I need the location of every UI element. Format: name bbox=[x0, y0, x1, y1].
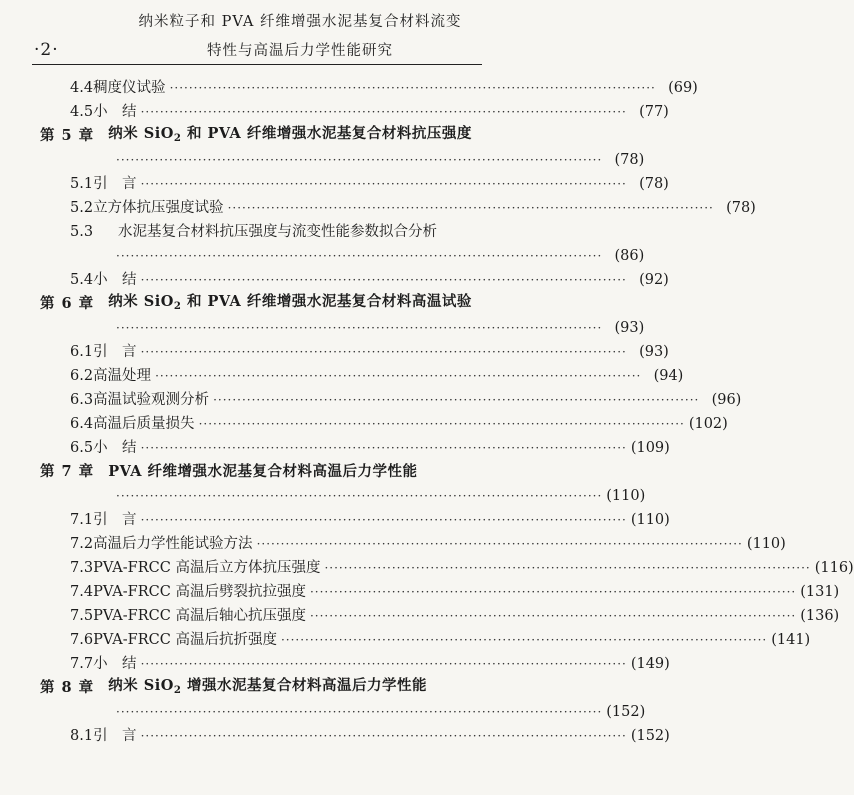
chapter-title: PVA 纤维增强水泥基复合材料高温后力学性能 bbox=[108, 463, 418, 480]
page-ref: (96) bbox=[711, 392, 742, 408]
section-number: 7.3 bbox=[70, 560, 94, 576]
section-number: 7.2 bbox=[70, 536, 94, 552]
section-number: 7.4 bbox=[70, 584, 94, 600]
chapter-number: 第 8 章 bbox=[40, 679, 95, 696]
section-title: 小 结 bbox=[93, 440, 137, 456]
chapter-title: 纳米 SiO$_2$ 和 PVA 纤维增强水泥基复合材料高温试验 bbox=[108, 293, 472, 312]
section-title: 稠度仪试验 bbox=[93, 80, 166, 96]
section-number: 6.5 bbox=[70, 440, 94, 456]
chapter-page-line[interactable] bbox=[112, 700, 646, 724]
section-title: 引 言 bbox=[93, 344, 137, 360]
leader-dots: ····································································································· bbox=[256, 537, 743, 551]
chapter-heading[interactable] bbox=[40, 124, 478, 148]
leader-dots: ····································································································· bbox=[324, 561, 811, 575]
section-title: PVA-FRCC 高温后抗折强度 bbox=[93, 632, 277, 648]
leader-dots: ····································································································· bbox=[116, 705, 603, 719]
section-title: 高温处理 bbox=[93, 368, 152, 384]
leader-dots: ····································································································· bbox=[309, 609, 797, 623]
section-title: 水泥基复合材料抗压强度与流变性能参数拟合分析 bbox=[118, 224, 437, 240]
section-title: 立方体抗压强度试验 bbox=[93, 200, 224, 216]
section-number: 7.5 bbox=[70, 608, 94, 624]
page-ref: (152) bbox=[606, 704, 646, 720]
page-ref: (77) bbox=[639, 104, 669, 120]
section-number: 4.4 bbox=[70, 80, 94, 96]
section-number: 5.4 bbox=[70, 272, 94, 288]
toc-entry[interactable] bbox=[70, 412, 728, 436]
section-number: 8.1 bbox=[70, 728, 94, 744]
chapter-title: 纳米 SiO$_2$ 增强水泥基复合材料高温后力学性能 bbox=[108, 677, 427, 696]
toc-entry[interactable] bbox=[70, 556, 854, 580]
toc-entry[interactable] bbox=[70, 508, 670, 532]
page-ref: (94) bbox=[653, 368, 684, 384]
section-number: 7.1 bbox=[70, 512, 94, 528]
section-title: 高温后力学性能试验方法 bbox=[93, 536, 253, 552]
leader-dots: ····································································································· bbox=[116, 153, 603, 167]
leader-dots: ····································································································· bbox=[140, 513, 627, 527]
chapter-number: 第 5 章 bbox=[40, 127, 95, 144]
toc-entry[interactable] bbox=[70, 76, 698, 100]
section-number: 5.3 bbox=[70, 224, 94, 240]
section-number: 6.4 bbox=[70, 416, 94, 432]
header-rule bbox=[32, 64, 482, 65]
section-title: 小 结 bbox=[93, 272, 137, 288]
toc-entry[interactable] bbox=[70, 220, 478, 244]
section-title: 小 结 bbox=[93, 104, 137, 120]
leader-dots: ····································································································· bbox=[213, 393, 700, 407]
leader-dots: ····································································································· bbox=[140, 177, 627, 191]
leader-dots: ····································································································· bbox=[155, 369, 642, 383]
chapter-page-line[interactable] bbox=[112, 148, 645, 172]
chapter-page-line[interactable] bbox=[112, 484, 646, 508]
toc-entry[interactable] bbox=[70, 340, 669, 364]
toc-entry[interactable] bbox=[70, 724, 670, 748]
section-number: 4.5 bbox=[70, 104, 94, 120]
toc-entry[interactable] bbox=[70, 436, 670, 460]
page-ref: (93) bbox=[639, 344, 669, 360]
section-title: PVA-FRCC 高温后劈裂抗拉强度 bbox=[93, 584, 306, 600]
page-ref: (92) bbox=[639, 272, 669, 288]
page-ref: (141) bbox=[771, 632, 811, 648]
toc-entry[interactable] bbox=[70, 268, 669, 292]
page-number: ·2· bbox=[34, 40, 59, 60]
toc-entry[interactable] bbox=[70, 388, 742, 412]
section-title: 引 言 bbox=[93, 728, 137, 744]
page-ref: (110) bbox=[630, 512, 670, 528]
section-title: 小 结 bbox=[93, 656, 137, 672]
leader-dots: ····································································································· bbox=[116, 249, 603, 263]
toc-entry[interactable] bbox=[70, 580, 840, 604]
toc-entry-page-line[interactable] bbox=[112, 244, 645, 268]
leader-dots: ····································································································· bbox=[116, 489, 603, 503]
page-header bbox=[0, 0, 500, 70]
section-title: PVA-FRCC 高温后轴心抗压强度 bbox=[93, 608, 306, 624]
chapter-heading[interactable] bbox=[40, 292, 478, 316]
toc-entry[interactable] bbox=[70, 196, 756, 220]
page-ref: (116) bbox=[814, 560, 854, 576]
section-title: 引 言 bbox=[93, 176, 137, 192]
page-ref: (149) bbox=[630, 656, 670, 672]
page-ref: (78) bbox=[726, 200, 756, 216]
section-number: 5.1 bbox=[70, 176, 94, 192]
page-ref: (110) bbox=[606, 488, 646, 504]
page-ref: (102) bbox=[688, 416, 728, 432]
toc-entry[interactable] bbox=[70, 652, 670, 676]
page-ref: (110) bbox=[746, 536, 786, 552]
chapter-page-line[interactable] bbox=[112, 316, 645, 340]
chapter-heading[interactable] bbox=[40, 676, 478, 700]
leader-dots: ····································································································· bbox=[140, 273, 627, 287]
toc-entry[interactable] bbox=[70, 628, 811, 652]
page-ref: (78) bbox=[614, 152, 645, 168]
running-title-line2: 特性与高温后力学性能研究 bbox=[207, 43, 393, 59]
section-number: 5.2 bbox=[70, 200, 94, 216]
leader-dots: ····································································································· bbox=[140, 441, 627, 455]
page-ref: (78) bbox=[639, 176, 669, 192]
toc-entry[interactable] bbox=[70, 172, 669, 196]
leader-dots: ····································································································· bbox=[140, 105, 627, 119]
page-ref: (86) bbox=[614, 248, 645, 264]
section-number: 7.7 bbox=[70, 656, 94, 672]
toc-entry[interactable] bbox=[70, 604, 840, 628]
page-ref: (93) bbox=[614, 320, 645, 336]
running-title-line1: 纳米粒子和 PVA 纤维增强水泥基复合材料流变 bbox=[138, 14, 462, 30]
page-ref: (109) bbox=[630, 440, 670, 456]
section-title: PVA-FRCC 高温后立方体抗压强度 bbox=[93, 560, 321, 576]
section-number: 6.3 bbox=[70, 392, 94, 408]
chapter-heading[interactable] bbox=[40, 460, 478, 484]
chapter-number: 第 7 章 bbox=[40, 463, 95, 480]
section-title: 高温后质量损失 bbox=[93, 416, 195, 432]
section-number: 6.1 bbox=[70, 344, 94, 360]
section-number: 7.6 bbox=[70, 632, 94, 648]
toc-entry[interactable] bbox=[70, 532, 786, 556]
chapter-title: 纳米 SiO$_2$ 和 PVA 纤维增强水泥基复合材料抗压强度 bbox=[108, 125, 472, 144]
page-ref: (69) bbox=[668, 80, 698, 96]
toc-entry[interactable] bbox=[70, 100, 669, 124]
section-number: 6.2 bbox=[70, 368, 94, 384]
page-ref: (136) bbox=[800, 608, 840, 624]
chapter-number: 第 6 章 bbox=[40, 295, 95, 312]
leader-dots: ····································································································· bbox=[280, 633, 768, 647]
section-title: 引 言 bbox=[93, 512, 137, 528]
leader-dots: ····································································································· bbox=[309, 585, 797, 599]
page-ref: (152) bbox=[630, 728, 670, 744]
section-title: 高温试验观测分析 bbox=[93, 392, 210, 408]
leader-dots: ····································································································· bbox=[198, 417, 685, 431]
leader-dots: ····································································································· bbox=[140, 345, 627, 359]
leader-dots: ····································································································· bbox=[140, 657, 627, 671]
page-ref: (131) bbox=[800, 584, 840, 600]
toc-entry[interactable] bbox=[70, 364, 684, 388]
leader-dots: ····································································································· bbox=[140, 729, 627, 743]
leader-dots: ····································································································· bbox=[169, 81, 656, 95]
leader-dots: ····································································································· bbox=[116, 321, 603, 335]
leader-dots: ····································································································· bbox=[227, 201, 714, 215]
